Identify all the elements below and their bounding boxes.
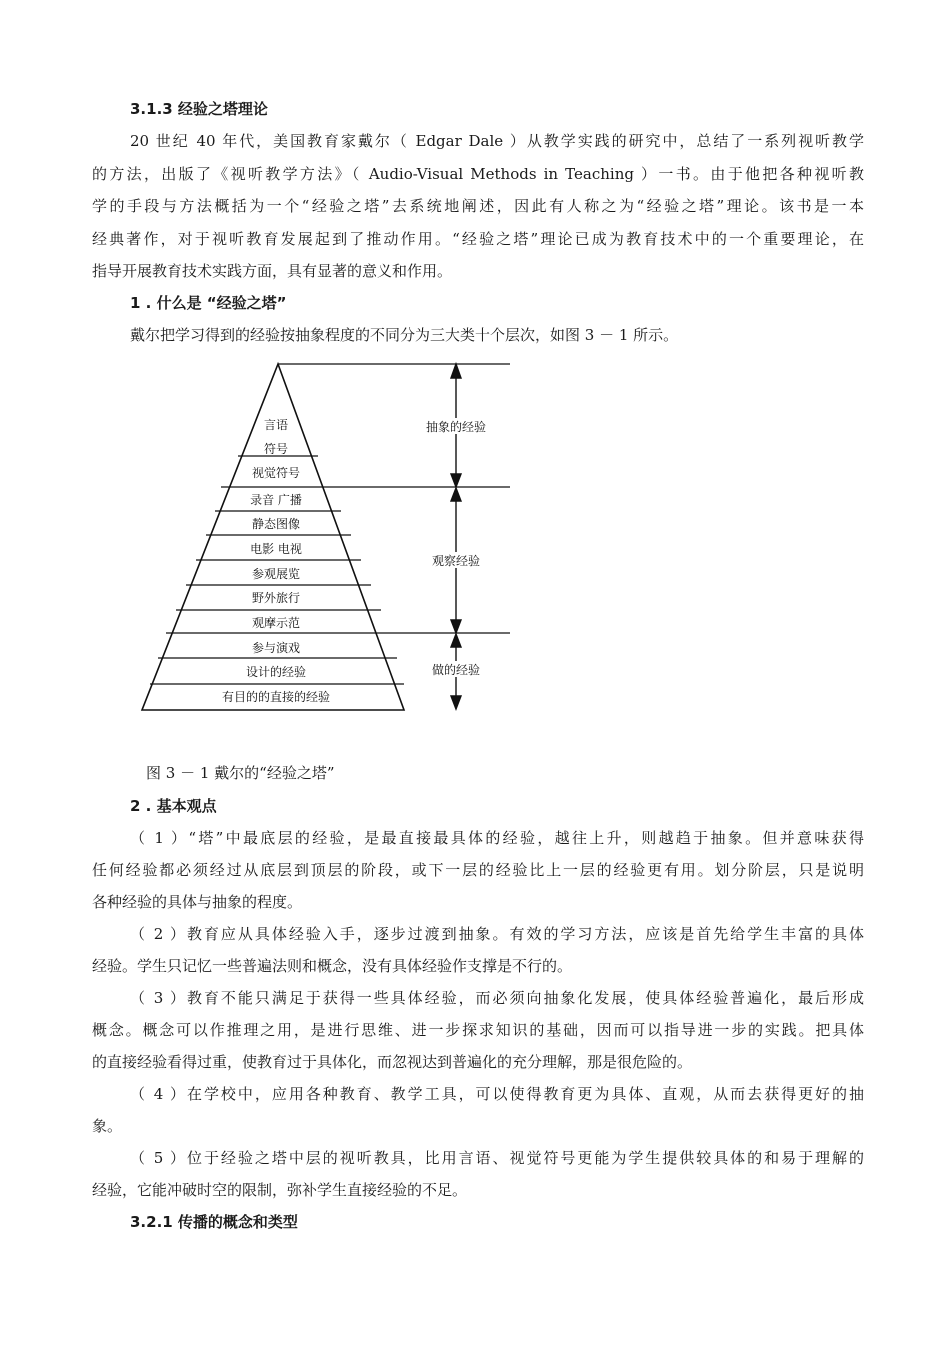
- level-label: 符号: [263, 442, 289, 456]
- view-line: （ 4 ）在学校中，应用各种教育、教学工具，可以使得教育更为具体、直观，从而去获得更好的抽: [130, 1085, 864, 1103]
- view-line: （ 5 ）位于经验之塔中层的视听教具，比用言语、视觉符号更能为学生提供较具体的和易于理解的: [130, 1149, 864, 1167]
- view-line: 象。: [92, 1117, 123, 1135]
- level-label: 言语: [263, 418, 289, 432]
- section-heading-3-2-1: 3.2.1 传播的概念和类型: [130, 1213, 298, 1231]
- view-line: （ 3 ）教育不能只满足于获得一些具体经验，而必须向抽象化发展，使具体经验普遍化，最后形成: [130, 989, 864, 1007]
- level-label: 静态图像: [251, 517, 301, 531]
- view-line: 任何经验都必须经过从底层到顶层的阶段，或下一层的经验比上一层的经验更有用。划分阶层，只是说明: [92, 861, 864, 879]
- section-heading-3-1-3: 3.1.3 经验之塔理论: [130, 100, 268, 118]
- level-label: 有目的的直接的经验: [221, 690, 331, 704]
- level-label: 参观展览: [251, 567, 301, 581]
- intro-line-4: 经典著作，对于视听教育发展起到了推动作用。“经验之塔”理论已成为教育技术中的一个重要理论，在: [92, 230, 864, 248]
- subheading-what-is: 1 . 什么是 “经验之塔”: [130, 294, 287, 312]
- level-label: 设计的经验: [245, 665, 307, 679]
- level-label: 野外旅行: [251, 591, 301, 605]
- category-label-doing: 做的经验: [431, 663, 481, 677]
- level-label: 电影 电视: [250, 542, 302, 556]
- view-line: （ 2 ）教育应从具体经验入手，逐步过渡到抽象。有效的学习方法，应该是首先给学生丰富的具体: [130, 925, 864, 943]
- category-label-abstract: 抽象的经验: [425, 420, 487, 434]
- view-line: 各种经验的具体与抽象的程度。: [92, 893, 303, 911]
- view-line: 概念。概念可以作推理之用，是进行思维、进一步探求知识的基础，因而可以指导进一步的实践。把具体: [92, 1021, 864, 1039]
- level-label: 录音 广播: [250, 493, 302, 507]
- view-line: 的直接经验看得过重，使教育过于具体化，而忽视达到普遍化的充分理解，那是很危险的。: [92, 1053, 693, 1071]
- what-is-text: 戴尔把学习得到的经验按抽象程度的不同分为三大类十个层次，如图 3 － 1 所示。: [130, 326, 679, 344]
- intro-line-5: 指导开展教育技术实践方面，具有显著的意义和作用。: [92, 262, 453, 280]
- cone-of-experience-diagram: [130, 356, 510, 718]
- figure-caption: 图 3 － 1 戴尔的“经验之塔”: [146, 764, 335, 782]
- intro-line-1: 20 世纪 40 年代，美国教育家戴尔（ Edgar Dale ）从教学实践的研究中，总结了一系列视听教学: [130, 132, 864, 150]
- level-label: 观摩示范: [251, 616, 301, 630]
- category-label-observation: 观察经验: [431, 554, 481, 568]
- intro-line-3: 学的手段与方法概括为一个“经验之塔”去系统地阐述，因此有人称之为“经验之塔”理论。该书是一本: [92, 197, 864, 215]
- view-line: 经验。学生只记忆一些普遍法则和概念，没有具体经验作支撑是不行的。: [92, 957, 573, 975]
- level-label: 参与演戏: [251, 641, 301, 655]
- view-line: 经验，它能冲破时空的限制，弥补学生直接经验的不足。: [92, 1181, 468, 1199]
- category-arrows: [451, 364, 461, 709]
- view-line: （ 1 ）“塔”中最底层的经验，是最直接最具体的经验，越往上升，则越趋于抽象。但并意味获得: [130, 829, 864, 847]
- intro-line-2: 的方法，出版了《视听教学方法》（ Audio-Visual Methods in Teaching ）一书。由于他把各种视听教: [92, 165, 864, 183]
- subheading-basic-views: 2 . 基本观点: [130, 797, 217, 815]
- level-label: 视觉符号: [251, 466, 301, 480]
